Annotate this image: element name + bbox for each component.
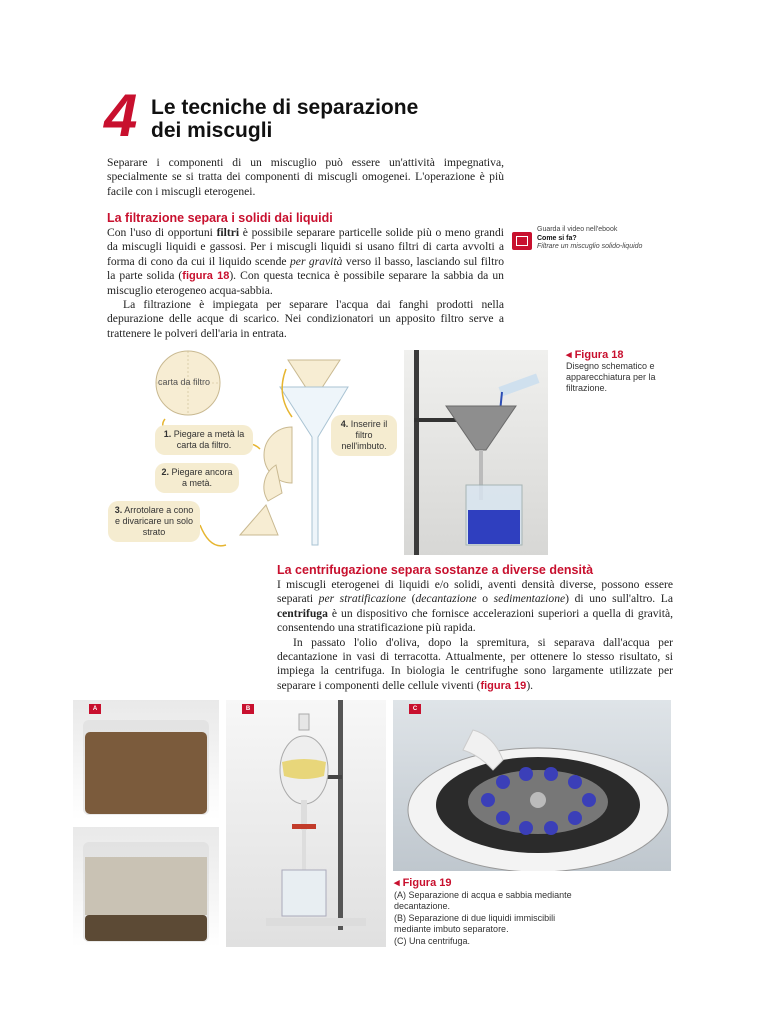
section-title-filtrazione: La filtrazione separa i solidi dai liquidi xyxy=(107,211,333,225)
photo-a-settled xyxy=(73,827,219,947)
section-title-centrifugazione: La centrifugazione separa sostanze a diverse densità xyxy=(277,563,594,577)
centrifuge-icon xyxy=(393,700,671,871)
chapter-title-line2: dei miscugli xyxy=(151,119,273,142)
photo-b-separator-funnel xyxy=(226,700,386,947)
film-icon xyxy=(512,232,532,250)
separatory-funnel-icon xyxy=(226,700,386,947)
figure-19-caption: ◂ Figura 19 (A) Separazione di acqua e sabbia mediante decantazione. (B) Separazione di due liquidi immiscibili mediante imbuto separatore. (C) Una centrifuga. xyxy=(394,878,594,947)
arrow-step3 xyxy=(200,525,226,546)
filtrazione-body xyxy=(107,226,504,341)
beaker-mixed-icon xyxy=(73,700,219,820)
step-2-label: 2. Piegare ancora a metà. xyxy=(155,463,239,493)
photo-c-centrifuge xyxy=(393,700,671,871)
chapter-number: 4 xyxy=(104,82,138,149)
video-hint: Guarda il video nell'ebook xyxy=(537,226,618,233)
filter-paper-label: carta da filtro xyxy=(158,377,211,387)
paper-cone-bottom xyxy=(240,505,278,535)
video-subtitle: Filtrare un miscuglio solido-liquido xyxy=(537,243,643,250)
video-heading: Come si fa? xyxy=(537,234,577,242)
intro-paragraph xyxy=(107,156,504,199)
centrifugazione-paragraph-2: In passato l'olio d'oliva, dopo la spremitura, si separava dall'acqua per decantazione in vasi di terracotta. Attualmente, per ottenere lo stesso risultato, si impiega la centrifuga. In biologia le centrifughe sono largamente utilizzate per separare i componenti delle cellule viventi (figura 19). xyxy=(277,635,673,692)
figure-18-caption: ◂ Figura 18 Disegno schematico e apparecchiatura per la filtrazione. xyxy=(566,350,676,394)
figure-19-title: Figura 19 xyxy=(402,877,452,889)
intro-text: Separare i componenti di un miscuglio può essere un'attività impegnativa, specialmente se si tratta dei componenti di miscugli omogenei. L'operazione è più facile con i miscugli eterogenei. xyxy=(107,156,504,198)
photo-a-mixed xyxy=(73,700,219,820)
filtrazione-paragraph-2: La filtrazione è impiegata per separare l'acqua dai fanghi prodotti nella depurazione delle acque di scarico. Nei condizionatori un apposito filtro serve a trattenere le polveri dell'aria in entrata. xyxy=(107,298,504,340)
chapter-title xyxy=(151,96,471,142)
filtration-apparatus-icon xyxy=(404,350,548,555)
figure-18-link[interactable]: figura 18 xyxy=(182,270,230,283)
figure-18-text: Disegno schematico e apparecchiatura per la filtrazione. xyxy=(566,361,656,393)
centrifugazione-paragraph-1: I miscugli eterogenei di liquidi e/o solidi, aventi densità diverse, possono essere separati per stratificazione (decantazione o sedimentazione) di uno sull'altro. La centrifuga è un dispositivo che fornisce accelerazioni superiori a quella di gravità, consentendo una stratificazione più rapida. xyxy=(277,578,673,635)
figure-18-title: Figura 18 xyxy=(574,349,624,361)
figure-19-cap-b: (B) Separazione di due liquidi immiscibili mediante imbuto separatore. xyxy=(394,912,556,934)
figure-19-cap-c: (C) Una centrifuga. xyxy=(394,935,471,946)
beaker-settled-icon xyxy=(73,827,219,947)
figure-19-link[interactable]: figura 19 xyxy=(480,679,527,692)
photo-tag-a: A xyxy=(89,704,101,714)
chapter-title-line1: Le tecniche di separazione xyxy=(151,96,419,119)
filtration-photo xyxy=(404,350,548,555)
step-3-label: 3. Arrotolare a cono e divaricare un solo strato xyxy=(108,501,200,542)
photo-tag-c: C xyxy=(409,704,421,714)
step-1-label: 1. Piegare a metà la carta da filtro. xyxy=(155,425,253,455)
figure-19-cap-a: (A) Separazione di acqua e sabbia mediante decantazione. xyxy=(394,889,572,911)
step-4-label: 4. Inserire il filtro nell'imbuto. xyxy=(331,415,397,456)
centrifugazione-body xyxy=(277,578,673,693)
filtrazione-paragraph-1: Con l'uso di opportuni filtri è possibile separare particelle solide più o meno grandi da miscugli liquidi e gassosi. Per i miscugli liquidi si usano filtri di carta avvolti a forma di cono da cui il liquido scende per gravità verso il basso, lasciando sul filtro la parte solida (figura 18). Con questa tecnica è possibile separare la sabbia da un miscuglio eterogeneo acqua-sabbia. xyxy=(107,226,504,297)
photo-tag-b: B xyxy=(242,704,254,714)
